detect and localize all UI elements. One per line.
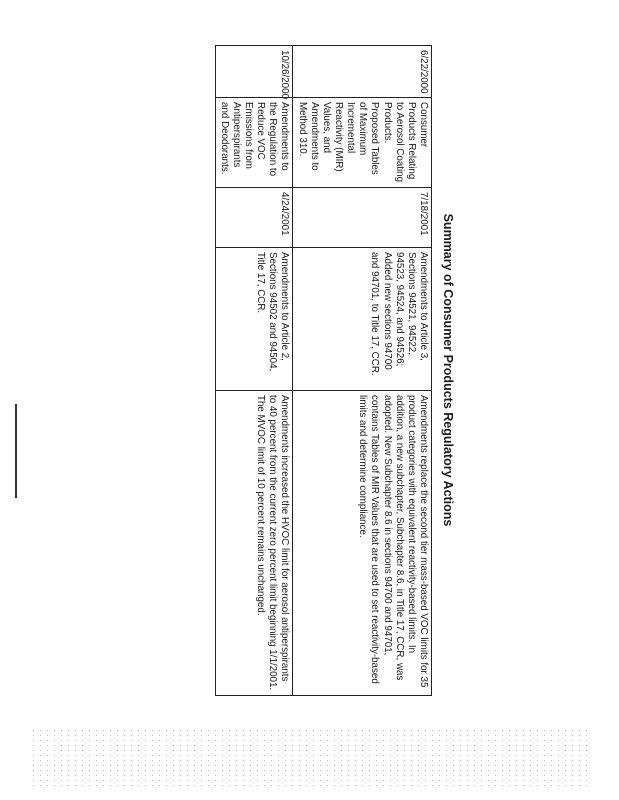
summary-cell: Amendments replace the second tier mass-based VOC limits for 35 product categories with equivalent reactivity-based limits. In addition, a new subchapter, Subchapter 8.6, in Title 17, CCR, was adopted. New Subchapter 8.6 in sections 94700 and 94701, contains Tables of MIR Values that are used to set reactivity-based limits and determine compliance. <box>293 391 432 696</box>
regulatory-actions-table <box>215 45 432 696</box>
document-title: Summary of Consumer Products Regulatory Actions <box>441 213 455 527</box>
subject-cell: Amendments to the Regulation to Reduce VOC Emissions from Antiperspirants and Deodorants. <box>215 98 293 188</box>
effective-date-cell: 7/18/2001 <box>293 188 432 248</box>
hearing-date-cell: 6/22/2000 <box>293 46 432 98</box>
sections-cell: Amendments to Article 2, Sections 94502 and 94504, Title 17, CCR. <box>215 248 293 391</box>
scan-artifact-line <box>15 404 17 498</box>
sections-cell: Amendments to Article 3, Sections 94521, 94522, 94523, 94524, and 94526; Added new sections 94700 and 94701, to Title 17, CCR. <box>293 248 432 391</box>
summary-cell: Amendments increased the HVOC limit for aerosol antiperspirants to 40 percent from the current zero percent limit beginning 1/1/2001. The MVOC limit of 10 percent remains unchanged. <box>215 391 293 696</box>
subject-cell: Consumer Products Relating to Aerosol Coating Products. Proposed Tables of Maximum Incremental Reactivity (MIR) Values, and Amendments to Method 310. <box>293 98 432 188</box>
rotated-content <box>218 45 460 695</box>
table-row <box>215 46 293 696</box>
effective-date-cell: 4/24/2001 <box>215 188 293 248</box>
table-row <box>293 46 432 696</box>
hearing-date-cell: 10/26/2000 <box>215 46 293 98</box>
scan-speckle-noise <box>30 728 590 788</box>
